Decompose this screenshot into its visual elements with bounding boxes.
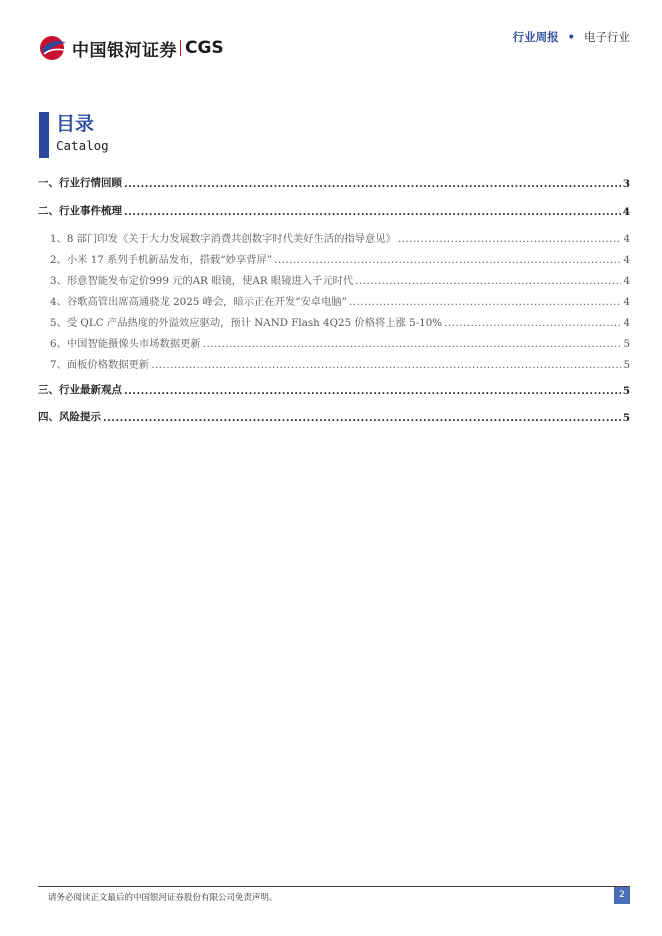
toc-leader-dots [103,412,621,424]
toc-entry-number: 三、 [38,384,59,396]
toc-entry-3[interactable] [38,382,630,397]
footer-disclaimer: 请务必阅读正文最后的中国银河证券股份有限公司免责声明。 [48,893,278,903]
toc-entry-title: 2、小米 17 系列手机新品发布，搭载“妙享背屏” [50,254,273,266]
toc-entry-number: 一、 [38,177,59,189]
toc-entry-page: 5 [622,412,630,424]
toc-entry-page: 4 [623,254,630,266]
toc-entry-title: 7、面板价格数据更新 [50,359,150,371]
toc-leader-dots [274,254,621,266]
toc-entry-title: 5、受 QLC 产品热度的外溢效应驱动，预计 NAND Flash 4Q25 价格将上涨 5-10% [50,317,443,329]
toc-subentry-2-5[interactable] [50,314,630,329]
toc-entry-1[interactable] [38,175,630,190]
cgs-logo [38,34,224,62]
toc-subentry-2-4[interactable] [50,293,630,308]
toc-entry-title: 行业最新观点 [59,384,122,396]
toc-subentry-2-3[interactable] [50,272,630,287]
toc-leader-dots [124,206,621,218]
toc-entry-page: 5 [623,359,630,371]
toc-entry-page: 4 [623,233,630,245]
toc-leader-dots [444,317,621,329]
toc-leader-dots [124,385,621,397]
toc-leader-dots [349,296,621,308]
footer-divider [38,886,630,887]
toc-entry-number: 四、 [38,411,59,423]
toc-entry-number: 二、 [38,205,59,217]
toc-entry-page: 5 [623,338,630,350]
toc-leader-dots [203,338,622,350]
toc-entry-title: 行业事件梳理 [59,205,122,217]
header-separator-dot: • [567,30,575,44]
toc-entry-page: 4 [623,296,630,308]
toc-entry-title: 6、中国智能摄像头市场数据更新 [50,338,201,350]
toc-entry-title: 风险提示 [59,411,101,423]
toc-entry-title: 4、谷歌高管出席高通骁龙 2025 峰会，暗示正在开发“安卓电脑” [50,296,347,308]
toc-entry-page: 3 [622,178,630,190]
catalog-subtitle: Catalog [56,138,109,153]
logo-english-name: CGS [185,38,224,58]
industry-label: 电子行业 [584,30,630,44]
toc-entry-title: 1、8 部门印发《关于大力发展数字消费共创数字时代美好生活的指导意见》 [50,233,396,245]
toc-subentry-2-2[interactable] [50,251,630,266]
catalog-title: 目录 [56,113,95,135]
page-number-badge: 2 [614,887,630,904]
toc-subentry-2-1[interactable] [50,230,630,245]
page-header [0,0,662,70]
toc-entry-2[interactable] [38,203,630,218]
toc-leader-dots [398,233,622,245]
toc-leader-dots [355,275,621,287]
logo-chinese-name: 中国银河证券 [72,40,177,61]
logo-divider [180,40,181,56]
toc-entry-page: 4 [623,317,630,329]
toc-entry-title: 行业行情回顾 [59,177,122,189]
cgs-logo-icon [38,35,68,61]
title-accent-bar [39,112,49,158]
header-report-info [513,29,630,45]
toc-leader-dots [124,178,621,190]
toc-entry-title: 3、形意智能发布定价999 元的AR 眼镜，使AR 眼镜进入千元时代 [50,275,354,287]
toc-entry-page: 4 [623,275,630,287]
toc-subentry-2-7[interactable] [50,356,630,371]
toc-subentry-2-6[interactable] [50,335,630,350]
toc-entry-page: 4 [622,206,630,218]
report-type: 行业周报 [512,30,559,44]
toc-leader-dots [151,359,621,371]
toc-entry-4[interactable] [38,409,630,424]
toc-entry-page: 5 [622,385,630,397]
